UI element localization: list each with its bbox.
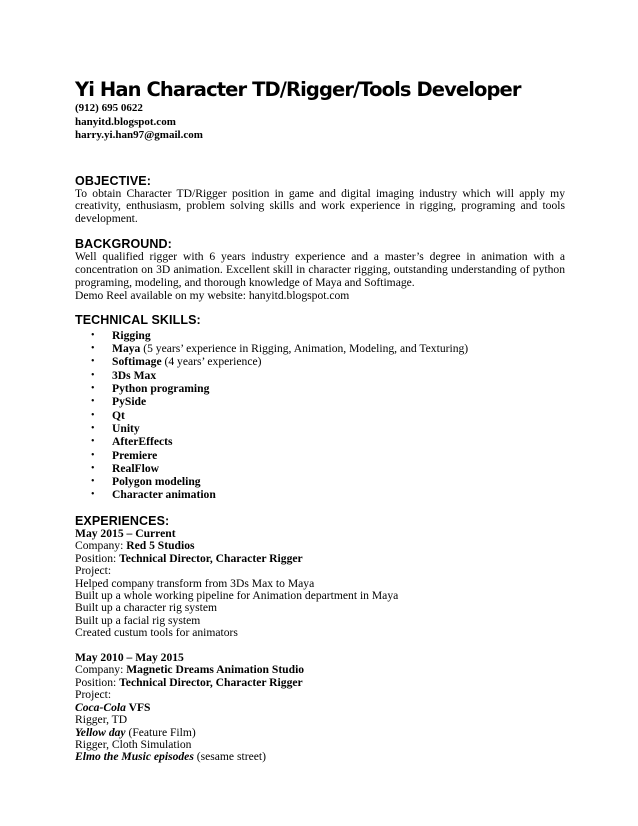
- list-item: [75, 435, 565, 448]
- list-item: [75, 488, 565, 501]
- bullet-icon: •: [91, 369, 95, 381]
- job-item: Built up a character rig system: [75, 601, 217, 615]
- job-item: Built up a facial rig system: [75, 613, 201, 627]
- job-item: Helped company transform from 3Ds Max to Maya: [75, 576, 315, 590]
- background-text: Well qualified rigger with 6 years industry experience and a master’s degree in animation with a concentration on 3D animation. Excellent skill in character rigging, outstanding understanding of python programing, modeling, and thorough knowledge of Maya and Softimage.: [75, 250, 565, 290]
- list-item: [75, 342, 565, 355]
- skill-name: RealFlow: [112, 461, 160, 475]
- objective-text: To obtain Character TD/Rigger position in game and digital imaging industry which will apply my creativity, enthusiasm, problem solving skills and work experience in rigging, programing and tools development.: [75, 186, 565, 226]
- background-section: [75, 237, 565, 303]
- skill-name: Qt: [112, 408, 125, 422]
- bullet-icon: •: [91, 356, 95, 368]
- project-title: Yellow day (Feature Film): [75, 725, 196, 739]
- job-item: Built up a whole working pipeline for Animation department in Maya: [75, 588, 399, 602]
- objective-section: [75, 174, 565, 227]
- list-item: [75, 329, 565, 342]
- skill-name: Character animation: [112, 488, 216, 502]
- project-title: Elmo the Music episodes (sesame street): [75, 750, 266, 764]
- list-item: [75, 449, 565, 462]
- skill-name: Softimage: [112, 355, 162, 369]
- skill-name: AfterEffects: [112, 435, 173, 449]
- skill-name: Maya: [112, 342, 141, 356]
- experiences-heading: EXPERIENCES:: [75, 513, 170, 528]
- project-role: Rigger, TD: [75, 713, 128, 727]
- bullet-icon: •: [91, 383, 95, 395]
- job-project-label: Project:: [75, 564, 112, 578]
- job-position: Position: Technical Director, Character Rigger: [75, 551, 303, 565]
- job-dates: May 2015 – Current: [75, 526, 176, 540]
- bullet-icon: •: [91, 462, 95, 474]
- demo-reel-text: Demo Reel available on my website: hanyitd.blogspot.com: [75, 288, 350, 302]
- list-item: [75, 422, 565, 435]
- job-item: Created custum tools for animators: [75, 626, 238, 640]
- job-position: Position: Technical Director, Character Rigger: [75, 675, 303, 689]
- project-title: Coca-Cola VFS: [75, 700, 151, 714]
- bullet-icon: •: [91, 329, 95, 341]
- bullet-icon: •: [91, 449, 95, 461]
- project-role: Rigger, Cloth Simulation: [75, 737, 192, 751]
- bullet-icon: •: [91, 409, 95, 421]
- bullet-icon: •: [91, 476, 95, 488]
- email-link[interactable]: harry.yi.han97@gmail.com: [75, 129, 203, 141]
- skill-name: Polygon modeling: [112, 475, 201, 489]
- list-item: [75, 475, 565, 488]
- job-company: Company: Red 5 Studios: [75, 539, 195, 553]
- skill-detail: (4 years’ experience): [161, 355, 262, 369]
- list-item: [75, 369, 565, 382]
- job-project-label: Project:: [75, 688, 112, 702]
- experiences-section: [75, 514, 565, 764]
- bullet-icon: •: [91, 396, 95, 408]
- skill-name: 3Ds Max: [112, 368, 157, 382]
- list-item: [75, 382, 565, 395]
- skill-name: Unity: [112, 421, 140, 435]
- background-heading: BACKGROUND:: [75, 237, 172, 252]
- skill-name: Premiere: [112, 448, 158, 462]
- bullet-icon: •: [91, 422, 95, 434]
- skill-name: Rigging: [112, 328, 151, 342]
- job-company: Company: Magnetic Dreams Animation Studio: [75, 663, 305, 677]
- objective-heading: OBJECTIVE:: [75, 173, 152, 188]
- name-title: Yi Han Character TD/Rigger/Tools Developer: [75, 78, 521, 101]
- job-dates: May 2010 – May 2015: [75, 650, 184, 664]
- bullet-icon: •: [91, 436, 95, 448]
- website-link[interactable]: hanyitd.blogspot.com: [75, 115, 176, 128]
- contact-block: [75, 102, 565, 143]
- phone-number: (912) 695 0622: [75, 102, 143, 114]
- list-item: [75, 355, 565, 368]
- skills-heading: TECHNICAL SKILLS:: [75, 312, 201, 327]
- bullet-icon: •: [91, 343, 95, 355]
- job-entry: [75, 528, 565, 640]
- bullet-icon: •: [91, 489, 95, 501]
- list-item: [75, 395, 565, 408]
- skill-name: Python programing: [112, 382, 210, 396]
- list-item: [75, 409, 565, 422]
- resume-page: [75, 78, 565, 764]
- list-item: [75, 462, 565, 475]
- job-entry: [75, 652, 565, 764]
- skill-detail: (5 years’ experience in Rigging, Animation, Modeling, and Texturing): [140, 342, 469, 356]
- skills-section: [75, 313, 565, 502]
- skills-list: [75, 329, 565, 502]
- skill-name: PySide: [112, 395, 147, 409]
